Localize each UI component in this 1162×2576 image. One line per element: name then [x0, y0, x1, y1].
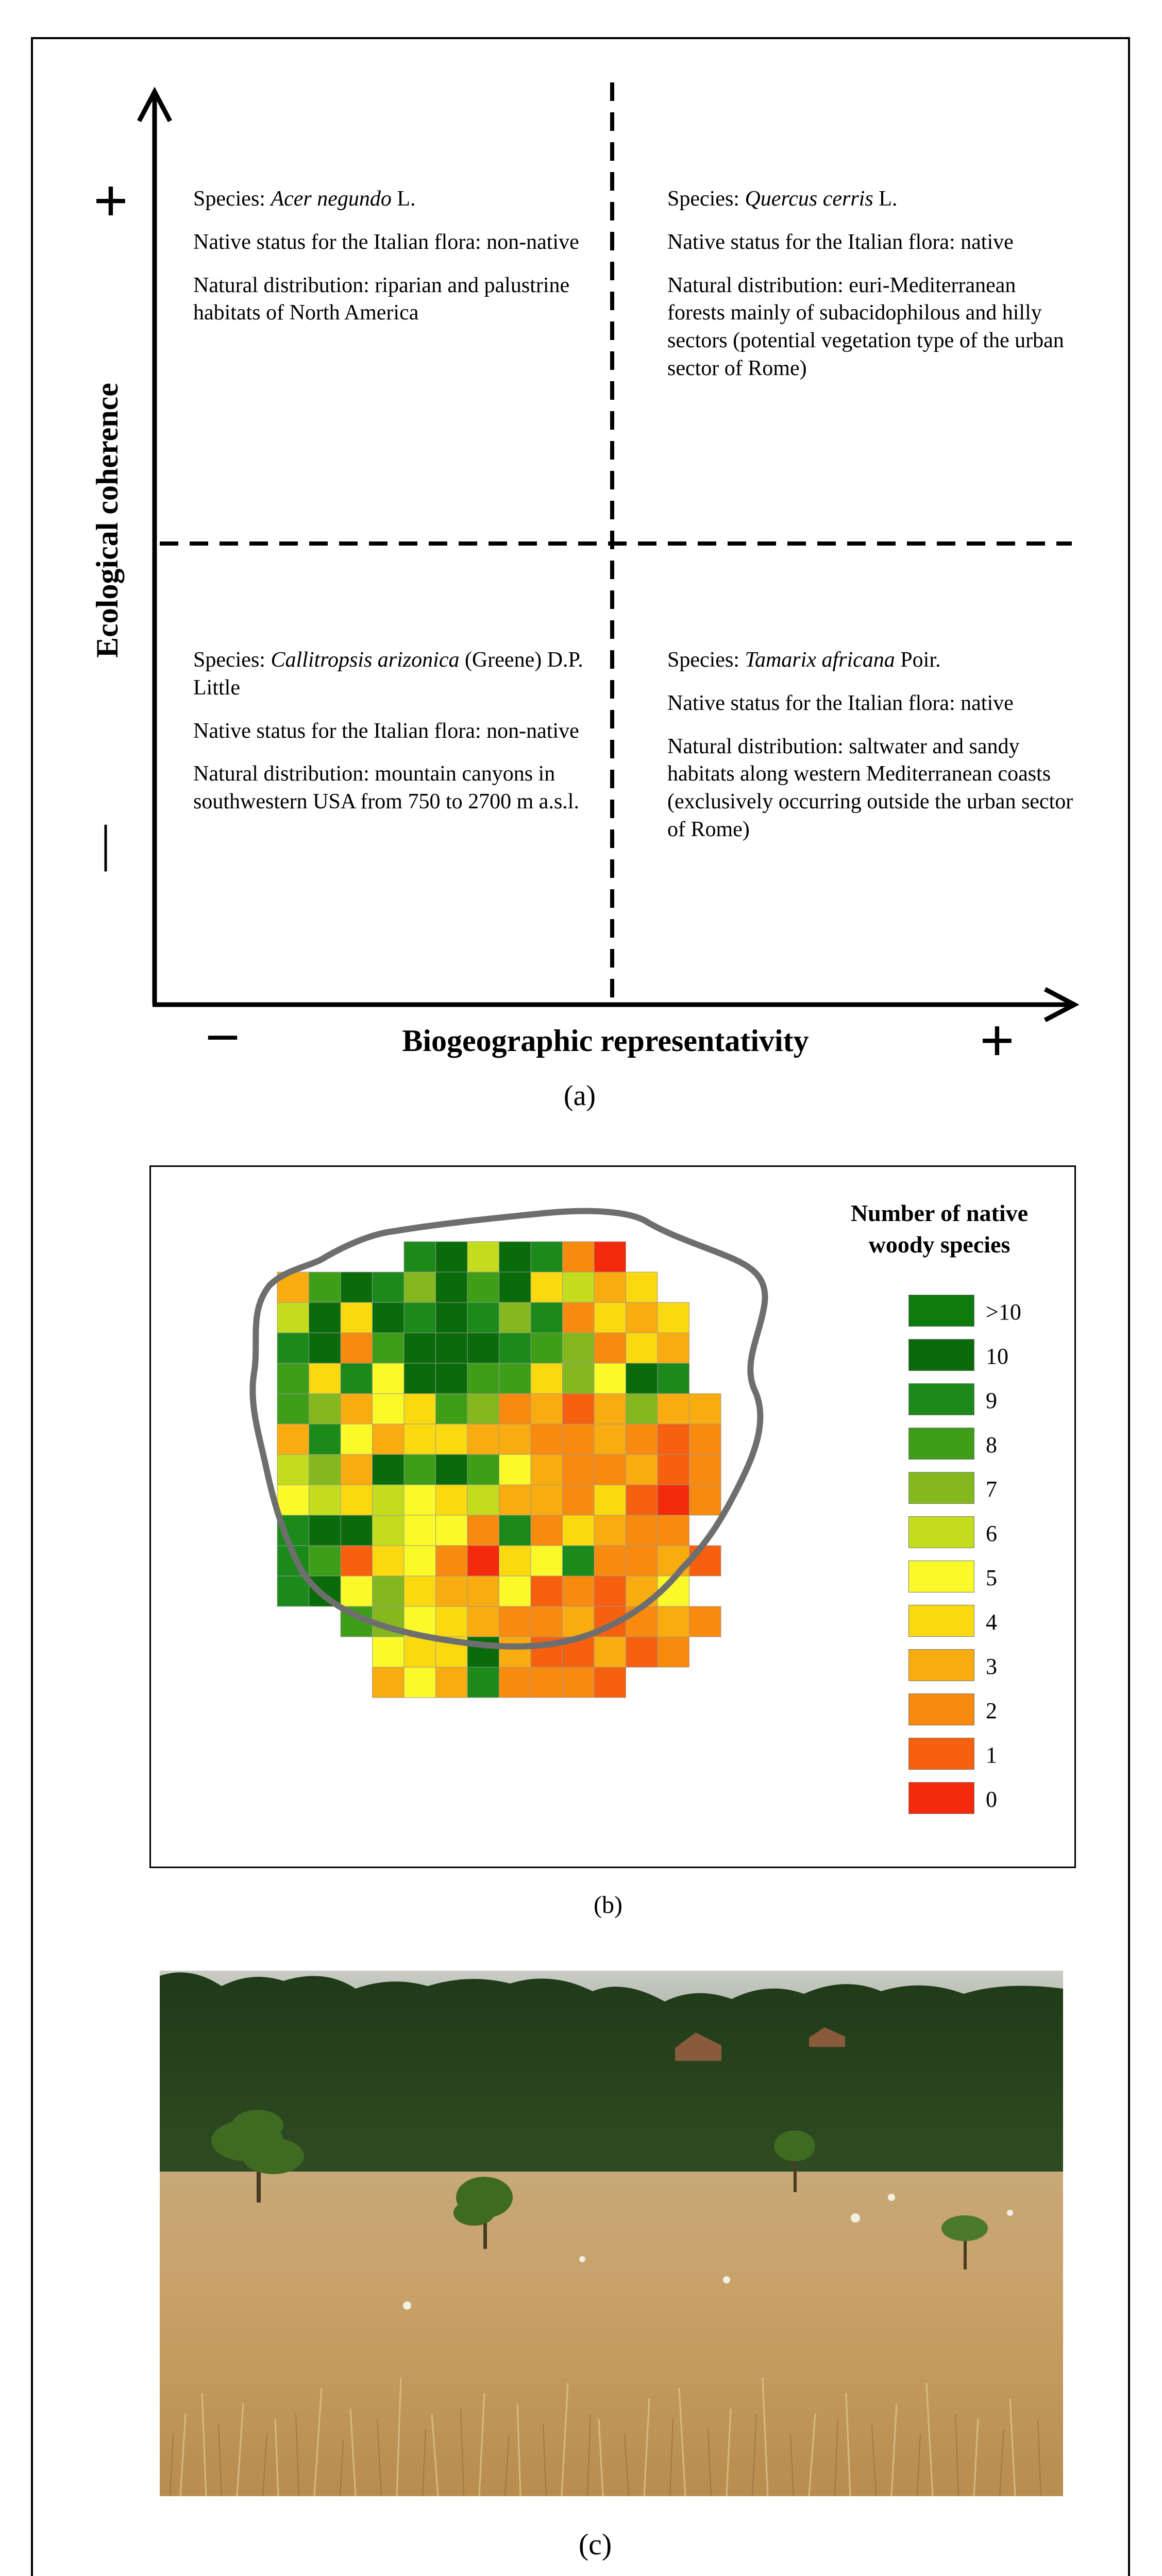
grid-cell — [531, 1242, 563, 1272]
grid-cell — [594, 1302, 626, 1333]
grid-cell — [436, 1272, 468, 1302]
grid-cell — [594, 1333, 626, 1363]
grid-cell — [467, 1272, 499, 1302]
y-axis-label: Ecological coherence — [90, 383, 124, 658]
grid-cell — [626, 1637, 658, 1667]
legend-swatch — [908, 1649, 974, 1681]
grid-cell — [626, 1333, 658, 1363]
legend-item — [908, 1782, 1063, 1818]
grid-cell — [689, 1485, 721, 1515]
grid-cell — [277, 1454, 309, 1485]
grid-cell — [658, 1333, 689, 1363]
grid-cell — [373, 1394, 405, 1424]
grid-cell — [341, 1576, 373, 1606]
grid-cell — [626, 1272, 658, 1302]
grid-cell — [563, 1454, 595, 1485]
grid-cell — [499, 1302, 531, 1333]
grid-cell — [499, 1424, 531, 1454]
natural-distribution: Natural distribution: saltwater and sandy habitats along western Mediterranean coasts (exclusively occurring outside the urban sector of Rome) — [667, 734, 1073, 841]
grid-cell — [309, 1302, 341, 1333]
legend-item — [908, 1561, 1063, 1597]
grid-cell — [658, 1546, 689, 1576]
grid-cell — [277, 1302, 309, 1333]
grid-cell — [563, 1424, 595, 1454]
grid-cell — [689, 1606, 721, 1637]
grid-cell — [658, 1302, 689, 1333]
caption-b: (b) — [594, 1891, 622, 1919]
grid-cell — [373, 1272, 405, 1302]
legend-item — [908, 1605, 1063, 1641]
grid-cell — [277, 1333, 309, 1363]
legend-swatch — [908, 1339, 974, 1371]
grid-cell — [626, 1363, 658, 1394]
grid-cell — [563, 1485, 595, 1515]
legend-swatch — [908, 1472, 974, 1504]
grid-cell — [436, 1424, 468, 1454]
grid-cell — [341, 1424, 373, 1454]
grid-cell — [626, 1515, 658, 1546]
legend-label: 7 — [986, 1477, 997, 1502]
grid-cell — [658, 1485, 689, 1515]
legend-label: 1 — [986, 1742, 997, 1768]
legend-label: 3 — [986, 1654, 997, 1679]
grid-cell — [531, 1454, 563, 1485]
grid-cell — [404, 1454, 436, 1485]
grid-cell — [404, 1667, 436, 1698]
legend-swatch — [908, 1428, 974, 1460]
grid-cell — [531, 1424, 563, 1454]
grid-cell — [658, 1515, 689, 1546]
grid-cell — [658, 1363, 689, 1394]
grid-cell — [658, 1424, 689, 1454]
grid-cell — [277, 1485, 309, 1515]
grid-cell — [373, 1546, 405, 1576]
grid-cell — [467, 1576, 499, 1606]
grid-cell — [309, 1424, 341, 1454]
grid-cell — [658, 1606, 689, 1637]
grid-cell — [309, 1333, 341, 1363]
grid-cell — [563, 1667, 595, 1698]
legend-item — [908, 1428, 1063, 1464]
quadrant-top-right — [667, 185, 1074, 398]
grid-cell — [309, 1515, 341, 1546]
grid-cell — [531, 1667, 563, 1698]
grid-cell — [467, 1546, 499, 1576]
native-status: Native status for the Italian flora: native — [667, 691, 1014, 715]
grid-cell — [404, 1272, 436, 1302]
grid-cell — [373, 1576, 405, 1606]
grid-cell — [467, 1606, 499, 1637]
grid-cell — [373, 1667, 405, 1698]
grid-cell — [467, 1302, 499, 1333]
grid-cell — [373, 1515, 405, 1546]
grid-cell — [341, 1394, 373, 1424]
quadrant-top-left — [193, 185, 585, 343]
grid-cell — [499, 1667, 531, 1698]
grid-cell — [594, 1576, 626, 1606]
meadow-illustration — [160, 1971, 1063, 2496]
grid-cell — [436, 1576, 468, 1606]
grid-cell — [563, 1363, 595, 1394]
grid-cell — [531, 1333, 563, 1363]
x-axis-label: Biogeographic representativity — [402, 1024, 809, 1058]
grid-cell — [689, 1454, 721, 1485]
grid-cell — [626, 1546, 658, 1576]
grid-cell — [563, 1576, 595, 1606]
grid-cell — [404, 1637, 436, 1667]
grid-cell — [436, 1363, 468, 1394]
grid-cell — [499, 1515, 531, 1546]
grid-cell — [436, 1242, 468, 1272]
grid-cell — [277, 1394, 309, 1424]
grid-cell — [563, 1272, 595, 1302]
species-line: Species: Quercus cerris L. — [667, 187, 898, 211]
legend-item — [908, 1383, 1063, 1419]
grid-cell — [626, 1485, 658, 1515]
grid-cell — [499, 1546, 531, 1576]
grid-cell — [404, 1394, 436, 1424]
grid-cell — [594, 1272, 626, 1302]
legend-label: 0 — [986, 1787, 997, 1812]
grid-cell — [436, 1485, 468, 1515]
grid-cell — [658, 1637, 689, 1667]
field-photo — [160, 1971, 1063, 2496]
legend-label: 10 — [986, 1344, 1008, 1369]
grid-cell — [626, 1454, 658, 1485]
legend-swatch — [908, 1605, 974, 1637]
grid-cell — [689, 1546, 721, 1576]
grid-cell — [499, 1394, 531, 1424]
legend-item — [908, 1649, 1063, 1685]
grid-cell — [626, 1302, 658, 1333]
legend-item — [908, 1295, 1063, 1331]
legend-label: 6 — [986, 1521, 997, 1546]
native-status: Native status for the Italian flora: native — [667, 230, 1014, 254]
grid-cell — [404, 1546, 436, 1576]
grid-cell — [436, 1606, 468, 1637]
caption-c: (c) — [578, 2528, 612, 2561]
grid-cell — [467, 1485, 499, 1515]
legend-swatch — [908, 1561, 974, 1592]
grid-cell — [499, 1454, 531, 1485]
grid-cell — [373, 1637, 405, 1667]
species-line: Species: Callitropsis arizonica (Greene) D.P. Little — [193, 648, 583, 700]
legend-item — [908, 1693, 1063, 1730]
caption-a: (a) — [563, 1080, 596, 1112]
legend-label: >10 — [986, 1299, 1021, 1325]
grid-cell — [531, 1394, 563, 1424]
grid-cell — [689, 1424, 721, 1454]
grid-cell — [531, 1485, 563, 1515]
y-minus-sign: | — [100, 815, 111, 872]
grid-cell — [467, 1363, 499, 1394]
grid-cell — [531, 1272, 563, 1302]
grid-cell — [309, 1363, 341, 1394]
grid-cell — [341, 1485, 373, 1515]
grid-cell — [658, 1394, 689, 1424]
native-status: Native status for the Italian flora: non-native — [193, 719, 579, 743]
grid-cell — [467, 1667, 499, 1698]
grid-cell — [594, 1546, 626, 1576]
legend-swatch — [908, 1295, 974, 1327]
grid-cell — [594, 1242, 626, 1272]
grid-cell — [277, 1576, 309, 1606]
species-line: Species: Acer negundo L. — [193, 187, 416, 211]
grid-cell — [309, 1272, 341, 1302]
grid-cell — [531, 1515, 563, 1546]
grid-cell — [467, 1242, 499, 1272]
legend-label: 2 — [986, 1698, 997, 1723]
grid-cell — [594, 1424, 626, 1454]
grid-cell — [341, 1454, 373, 1485]
species-line: Species: Tamarix africana Poir. — [667, 648, 941, 672]
grid-cell — [594, 1363, 626, 1394]
grid-cell — [626, 1394, 658, 1424]
grid-cell — [563, 1302, 595, 1333]
quadrant-bottom-left — [193, 647, 585, 832]
grid-cell — [626, 1424, 658, 1454]
grid-cell — [277, 1424, 309, 1454]
grid-cell — [404, 1333, 436, 1363]
legend-swatch — [908, 1738, 974, 1770]
natural-distribution: Natural distribution: mountain canyons in southwestern USA from 750 to 2700 m a.s.l. — [193, 762, 579, 814]
grid-cell — [499, 1363, 531, 1394]
legend-swatch — [908, 1516, 974, 1548]
grid-cell — [373, 1485, 405, 1515]
legend-item — [908, 1472, 1063, 1508]
grid-cell — [531, 1302, 563, 1333]
grid-cell — [658, 1454, 689, 1485]
grid-cell — [404, 1576, 436, 1606]
grid-cell — [373, 1424, 405, 1454]
grid-cell — [436, 1302, 468, 1333]
legend-item — [908, 1516, 1063, 1552]
grid-cell — [404, 1515, 436, 1546]
grid-cell — [499, 1242, 531, 1272]
grid-cell — [499, 1272, 531, 1302]
grid-cell — [594, 1515, 626, 1546]
grid-cell — [309, 1454, 341, 1485]
natural-distribution: Natural distribution: euri-Mediterranean forests mainly of subacidophilous and hilly sectors (potential vegetation type of the urban sector of Rome) — [667, 273, 1064, 380]
grid-cell — [563, 1242, 595, 1272]
grid-cell — [341, 1363, 373, 1394]
grid-cell — [531, 1363, 563, 1394]
legend-swatch — [908, 1693, 974, 1725]
grid-cell — [341, 1333, 373, 1363]
grid-cell — [563, 1333, 595, 1363]
legend-label: 4 — [986, 1609, 997, 1635]
grid-cell — [404, 1485, 436, 1515]
grid-cell — [436, 1394, 468, 1424]
grid-cell — [594, 1485, 626, 1515]
grid-cell — [436, 1667, 468, 1698]
grid-cell — [467, 1454, 499, 1485]
grid-cell — [341, 1546, 373, 1576]
grid-cell — [341, 1302, 373, 1333]
grid-cell — [404, 1363, 436, 1394]
y-plus-sign: + — [93, 166, 129, 235]
grid-cell — [467, 1333, 499, 1363]
grid-cell — [499, 1333, 531, 1363]
grid-cell — [277, 1363, 309, 1394]
grid-cell — [499, 1576, 531, 1606]
legend-label: 5 — [986, 1565, 997, 1590]
grid-cell — [594, 1667, 626, 1698]
native-status: Native status for the Italian flora: non-native — [193, 230, 579, 254]
grid-cell — [404, 1302, 436, 1333]
grid-cell — [594, 1637, 626, 1667]
grid-cell — [563, 1515, 595, 1546]
grid-cell — [436, 1333, 468, 1363]
grid-cell — [309, 1546, 341, 1576]
x-minus-sign: – — [208, 1001, 237, 1063]
grid-cell — [467, 1515, 499, 1546]
legend-label: 9 — [986, 1388, 997, 1413]
grid-cell — [563, 1546, 595, 1576]
grid-cell — [499, 1485, 531, 1515]
meadow — [160, 2172, 1063, 2496]
legend-label: 8 — [986, 1432, 997, 1458]
grid-cell — [531, 1606, 563, 1637]
grid-cell — [341, 1515, 373, 1546]
grid-cell — [531, 1576, 563, 1606]
quadrant-bottom-right — [667, 647, 1074, 859]
map-panel — [149, 1165, 1076, 1868]
grid-cell — [499, 1606, 531, 1637]
grid-cell — [341, 1272, 373, 1302]
grid-cell — [689, 1394, 721, 1424]
grid-cell — [467, 1394, 499, 1424]
legend-swatch — [908, 1383, 974, 1415]
quadrant-diagram — [0, 0, 1162, 1082]
grid-cell — [373, 1302, 405, 1333]
grid-cell — [373, 1454, 405, 1485]
grid-cell — [309, 1394, 341, 1424]
legend-item — [908, 1738, 1063, 1774]
grid-cell — [467, 1424, 499, 1454]
grid-cell — [436, 1515, 468, 1546]
legend-title: Number of native woody species — [850, 1200, 1029, 1258]
grid-cell — [373, 1363, 405, 1394]
grid-cell — [531, 1546, 563, 1576]
grid-cell — [436, 1454, 468, 1485]
grid-cell — [309, 1485, 341, 1515]
grid-cell — [563, 1394, 595, 1424]
grid-cell — [404, 1424, 436, 1454]
grid-cell — [594, 1394, 626, 1424]
grid-cell — [404, 1242, 436, 1272]
grid-cell — [436, 1546, 468, 1576]
legend-swatch — [908, 1782, 974, 1814]
grid-cell — [594, 1454, 626, 1485]
legend-item — [908, 1339, 1063, 1375]
grid-cell — [499, 1637, 531, 1667]
grid-cell — [373, 1333, 405, 1363]
natural-distribution: Natural distribution: riparian and palustrine habitats of North America — [193, 273, 570, 325]
x-plus-sign: + — [979, 1006, 1015, 1075]
